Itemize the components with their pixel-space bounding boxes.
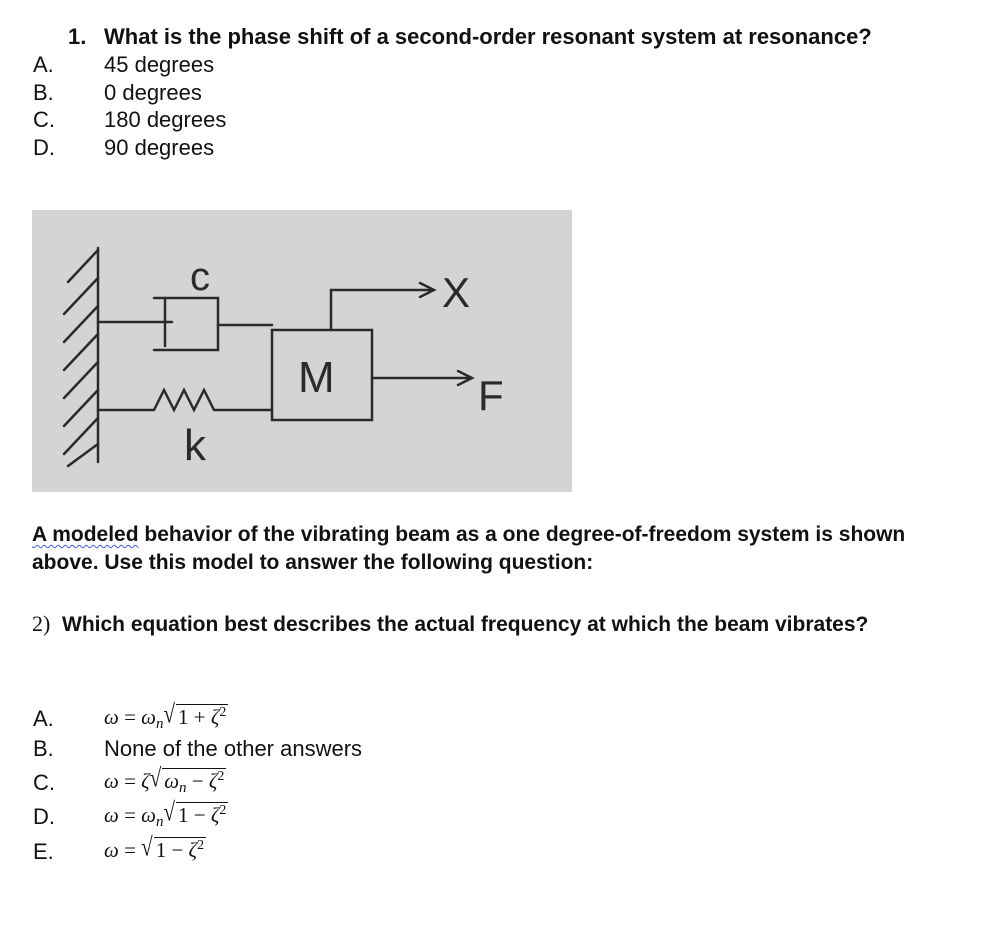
q1-option-c-text[interactable]: 180 degrees [104, 107, 227, 132]
q2-option-e-letter: E. [33, 839, 54, 864]
q1-option-b-text[interactable]: 0 degrees [104, 80, 202, 105]
q1-option-b-letter: B. [33, 80, 54, 105]
question1-number: 1. [68, 24, 87, 49]
mass-label: M [298, 353, 335, 402]
q2-option-b-letter: B. [33, 736, 54, 761]
damper-label: c [190, 255, 210, 299]
q2-option-a-formula[interactable]: $\omega = \omega_n√$ $1 + \zeta^2$ [104, 698, 227, 732]
question2-text: Which equation best describes the actual frequency at which the beam vibrates? [62, 613, 869, 636]
q1-option-d-text[interactable]: 90 degrees [104, 135, 215, 160]
spring-mass-damper-diagram [32, 210, 572, 492]
q1-option-a-text[interactable]: 45 degrees [104, 52, 215, 77]
question1-text: What is the phase shift of a second-order resonant system at resonance? [104, 24, 872, 49]
model-description-underlined: A modeled [32, 523, 139, 546]
q2-option-d-formula[interactable]: $\omega = \omega_n√$ $1 - \zeta^2$ [104, 796, 227, 830]
q2-option-a-letter: A. [33, 706, 54, 731]
force-label: F [478, 372, 504, 419]
spring-label: k [184, 421, 206, 470]
q2-option-c-formula[interactable]: ω = ζ√ $\omega_n - \zeta^2$ [104, 762, 225, 796]
q2-option-c-letter: C. [33, 770, 55, 795]
model-description [32, 521, 967, 577]
question2 [32, 610, 912, 639]
model-description-rest: behavior of the vibrating beam as a one degree-of-freedom system is shown above. Use this model to answer the following question: [32, 523, 906, 574]
q2-option-d-letter: D. [33, 804, 55, 829]
q1-option-c-letter: C. [33, 107, 55, 132]
q2-option-e-formula[interactable]: ω = √ $1 - \zeta^2$ [104, 831, 205, 862]
q2-option-b-text[interactable]: None of the other answers [104, 736, 363, 761]
question2-number: 2) [32, 611, 51, 636]
q1-option-d-letter: D. [33, 135, 55, 160]
q1-option-a-letter: A. [33, 52, 54, 77]
displacement-label: X [442, 269, 471, 316]
diagram-background [32, 210, 572, 492]
